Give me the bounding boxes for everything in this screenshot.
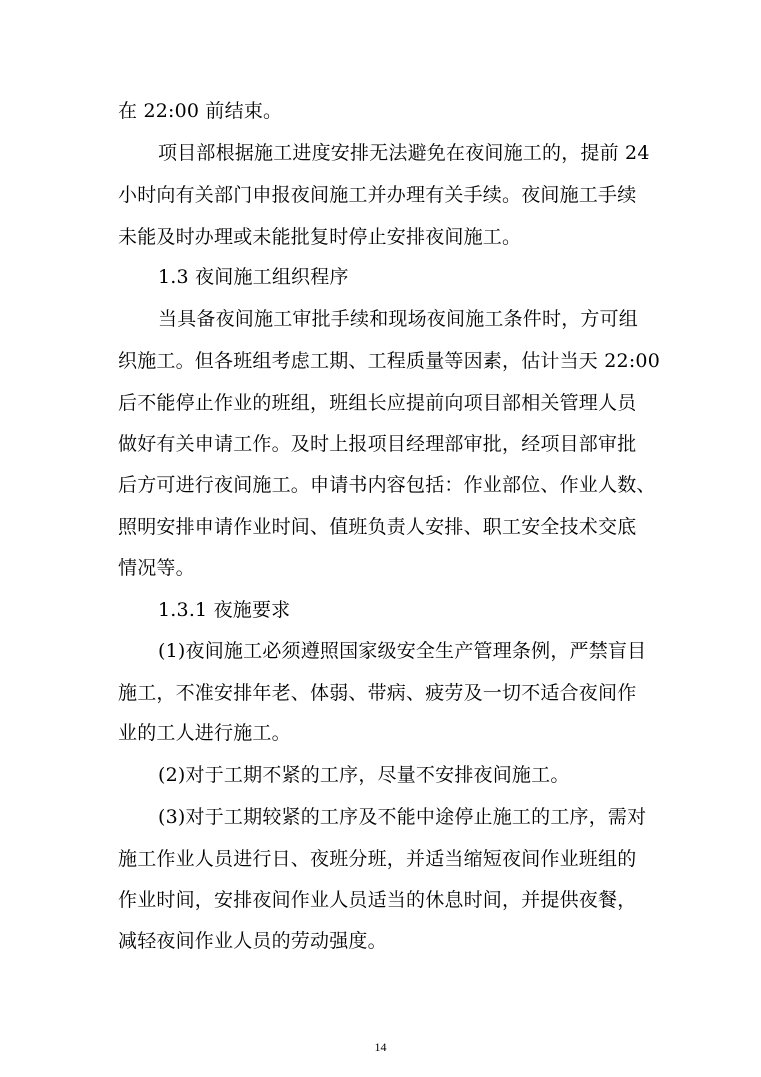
body-text-line: 施工作业人员进行日、夜班分班，并适当缩短夜间作业班组的 (118, 848, 637, 870)
paragraph-first-line: 当具备夜间施工审批手续和现场夜间施工条件时，方可组 (158, 308, 639, 330)
body-text-line: 施工，不准安排年老、体弱、带病、疲劳及一切不适合夜间作 (118, 682, 637, 704)
page-number: 14 (374, 1040, 387, 1054)
body-text-line: 在 22:00 前结束。 (118, 100, 283, 122)
body-text-line: 未能及时办理或未能批复时停止安排夜间施工。 (118, 226, 522, 248)
list-item-first-line: (2)对于工期不紧的工序，尽量不安排夜间施工。 (158, 764, 570, 786)
body-text-line: 情况等。 (118, 557, 195, 579)
body-text-line: 后方可进行夜间施工。申请书内容包括：作业部位、作业人数、 (118, 474, 656, 496)
body-text-line: 业的工人进行施工。 (118, 722, 291, 744)
body-text-line: 作业时间，安排夜间作业人员适当的休息时间，并提供夜餐， (118, 889, 637, 911)
body-text-line: 织施工。但各班组考虑工期、工程质量等因素，估计当天 22:00 (118, 350, 660, 372)
body-text-line: 照明安排申请作业时间、值班负责人安排、职工安全技术交底 (118, 516, 637, 538)
section-heading: 1.3 夜间施工组织程序 (158, 266, 349, 288)
list-item-first-line: (1)夜间施工必须遵照国家级安全生产管理条例，严禁盲目 (158, 640, 647, 662)
list-item-first-line: (3)对于工期较紧的工序及不能中途停止施工的工序，需对 (158, 806, 647, 828)
body-text-line: 减轻夜间作业人员的劳动强度。 (118, 930, 387, 952)
body-text-line: 小时向有关部门申报夜间施工并办理有关手续。夜间施工手续 (118, 184, 637, 206)
body-text-line: 做好有关申请工作。及时上报项目经理部审批，经项目部审批 (118, 433, 637, 455)
paragraph-first-line: 项目部根据施工进度安排无法避免在夜间施工的，提前 24 (158, 142, 650, 164)
body-text-line: 后不能停止作业的班组，班组长应提前向项目部相关管理人员 (118, 392, 637, 414)
subsection-heading: 1.3.1 夜施要求 (158, 599, 291, 621)
